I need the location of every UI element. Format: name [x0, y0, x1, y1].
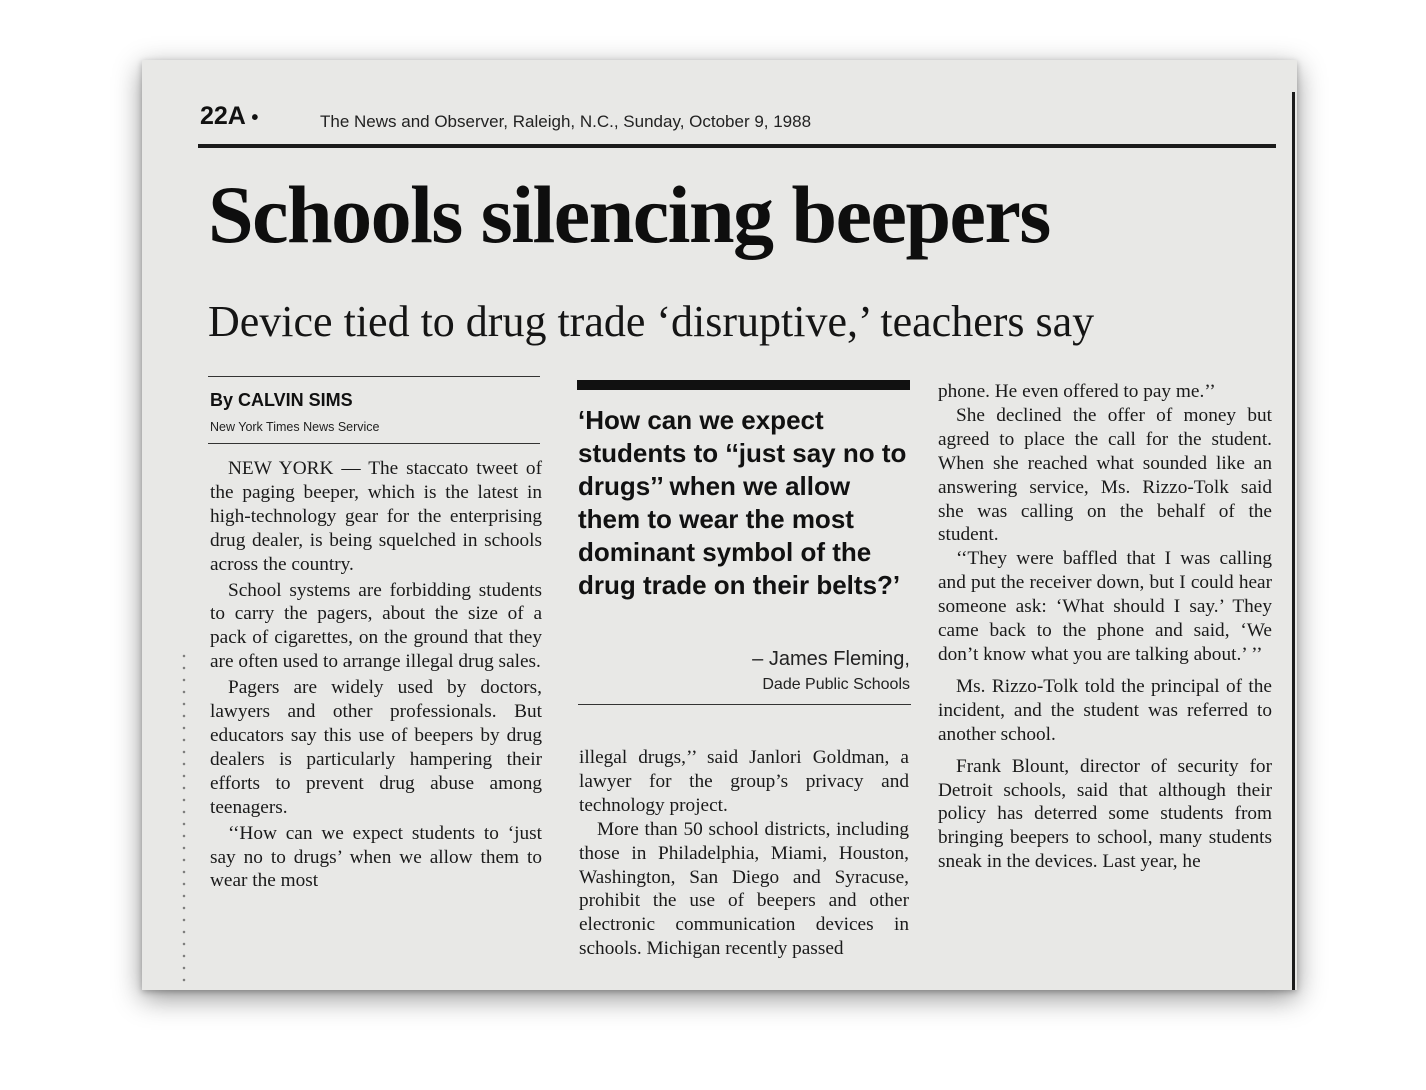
page-dateline: The News and Observer, Raleigh, N.C., Sunday, October 9, 1988: [320, 112, 812, 131]
paragraph: NEW YORK — The staccato tweet of the paging beeper, which is the latest in high-technology gear for the enterprising drug dealer, is being squelched in schools across the country.: [210, 458, 542, 575]
perforation-dots: [182, 650, 186, 990]
paragraph: More than 50 school districts, including those in Philadelphia, Miami, Houston, Washington, San Diego and Syracuse, prohibit the use of beepers and other electronic communication devices in schools. Michigan recently passed: [579, 818, 909, 960]
article-column-2: [579, 746, 909, 961]
news-service-credit: New York Times News Service: [210, 420, 380, 434]
pull-quote-text: ‘How can we expect students to ‘‘just say no to drugs’’ when we allow them to wear the most dominant symbol of the drug trade on their belts?’: [578, 405, 907, 600]
article-column-1: [210, 457, 542, 893]
subheadline: Device tied to drug trade ‘disruptive,’ teachers say: [208, 297, 1095, 346]
paragraph: phone. He even offered to pay me.’’: [938, 381, 1216, 402]
paragraph: Ms. Rizzo-Tolk told the principal of the incident, and the student was referred to another school.: [938, 675, 1272, 745]
paragraph: She declined the offer of money but agreed to place the call for the student. When she reached what sounded like an answering service, Ms. Rizzo-Tolk said she was calling on the behalf of the student.: [938, 404, 1272, 546]
paragraph: Pagers are widely used by doctors, lawyers and other professionals. But educators say this use of beepers by drug dealers is particularly hampering their efforts to prevent drug abuse among teenagers.: [210, 677, 542, 818]
pull-quote-bar: [577, 380, 910, 390]
byline-bottom-rule: [208, 443, 540, 444]
pull-quote-rule: [578, 704, 911, 705]
paragraph: ‘‘They were baffled that I was calling and put the receiver down, but I could hear someone ask: ‘What should I say.’ They came back to the phone and said, ‘We don’t know what you are talking about.’ ’’: [938, 548, 1272, 665]
paragraph: Frank Blount, director of security for Detroit schools, said that although their policy has deterred some students from bringing beepers to school, many students sneak in the devices. Last year, he: [938, 755, 1272, 873]
page-folio: 22A •: [200, 102, 259, 130]
header-rule: [198, 144, 1276, 148]
newspaper-clipping: [142, 60, 1297, 990]
byline: By CALVIN SIMS: [210, 390, 353, 410]
headline: Schools silencing beepers: [208, 169, 1050, 260]
byline-top-rule: [208, 376, 540, 377]
article-column-3: [938, 380, 1272, 874]
paragraph: illegal drugs,’’ said Janlori Goldman, a lawyer for the group’s privacy and technology project.: [579, 747, 909, 816]
paragraph: ‘‘How can we expect students to ‘just say no to drugs’ when we allow them to wear the most: [210, 822, 542, 892]
pull-quote-attribution: – James Fleming,: [752, 648, 910, 670]
paragraph: School systems are forbidding students to carry the pagers, about the size of a pack of cigarettes, on the ground that they are often used to arrange illegal drug sales.: [210, 579, 542, 673]
pull-quote-organization: Dade Public Schools: [762, 676, 910, 693]
right-column-rule: [1292, 92, 1295, 990]
